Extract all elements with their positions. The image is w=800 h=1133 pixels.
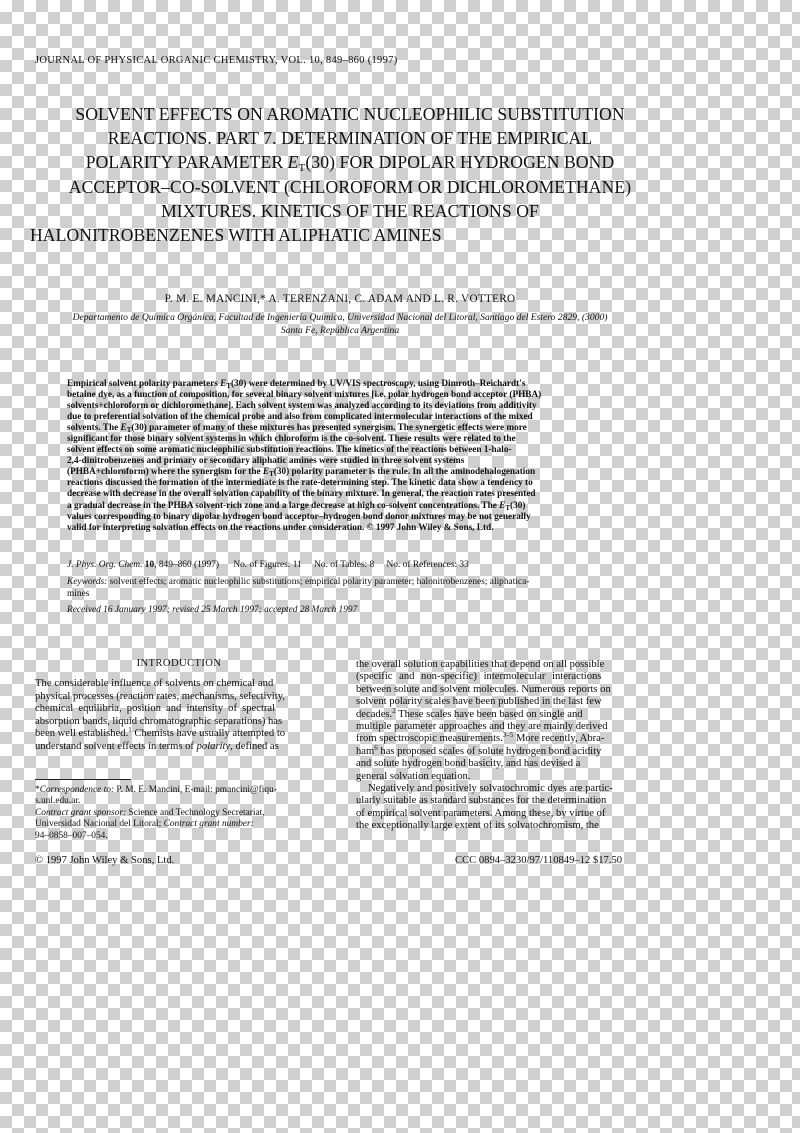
affiliation-line: Santa Fe, República Argentina [280,324,400,336]
text-line: The considerable influence of solvents on chemical and [35,678,274,689]
text-line [356,706,645,721]
text-line: (specific and non-specific) intermolecular interactions [356,671,602,683]
abstract-text: a gradual decrease in the PHBA solvent-rich zone and a large decrease at high co-solvent concentrations. The [67,500,500,511]
received-dates: Received 16 January 1997; revised 25 March 1997; accepted 28 March 1997 [67,605,358,615]
abstract-line: due to preferential solvation of the chemical probe and also from complicated intermolecular interactions of the mixed [67,412,533,423]
reference-marker: 1 [128,726,132,735]
reference-marker: 2 [392,706,396,715]
abstract-line: significant for those binary solvent systems in which chloroform is the co-solvent. These results were related to the [67,434,516,445]
footnote-label: Contract grant number: [163,819,254,830]
abstract-line: decrease with decrease in the overall solvation capability of the binary mixture. In general, the reaction rates presented [67,489,536,500]
abstract-line [67,501,615,512]
abstract-line [67,379,615,390]
affiliation [0,312,680,337]
abstract-text: Empirical solvent polarity parameters [67,379,221,389]
text-line [35,728,323,741]
affiliation-line: Departamento de Química Orgánica, Facultad de Ingeniería Química, Universidad Nacional del Litoral, Santiago del Estero 2829, (3000) [72,312,608,323]
text-span: , defined as [230,740,279,752]
abstract-symbol: E [120,423,127,434]
text-line: the exceptionally large extent of its solvatochromism, the [356,820,599,832]
reference-marker: 6 [374,743,378,752]
text-line [356,743,645,758]
keywords [67,577,615,589]
text-line: the overall solution capabilities that depend on all possible [356,659,605,670]
abstract-subscript: T [226,382,231,390]
journal-abbrev: J. Phys. Org. Chem. [67,560,143,570]
footnote-line [35,808,323,819]
footnote-line: 94–0858–007–054. [35,830,108,841]
text-line: Negatively and positively solvatochromic dyes are partic- [368,783,613,795]
title-line: REACTIONS. PART 7. DETERMINATION OF THE EMPIRICAL [107,128,593,149]
copyright-footer: © 1997 John Wiley & Sons, Ltd. [35,855,175,866]
text-line: absorption bands, liquid chromatographic separations) has [35,715,283,727]
abstract-line: 2,4-dinitrobenzenes and primary or secondary aliphatic amines were studied in three solvent systems [67,456,465,467]
reference-count: No. of References: 33 [386,560,469,570]
abstract-symbol: E [220,379,227,389]
emphasis: polarity [196,740,231,752]
abstract-text: (30) [510,500,526,511]
section-heading: INTRODUCTION [136,658,222,669]
text-line: solvent polarity scales have been published in the last few [356,696,602,708]
text-span: ham [356,745,375,757]
footnote-line: s.unl.edu.ar. [35,796,81,807]
title-text: POLARITY PARAMETER [85,152,288,173]
footnote-text: Science and Technology Secretariat, [126,807,265,818]
journal-header: JOURNAL OF PHYSICAL ORGANIC CHEMISTRY, VOL. 10, 849–860 (1997) [35,55,398,66]
volume: 10 [144,560,155,570]
pages: , 849–860 (1997) [154,560,219,570]
text-line: general solvation equation. [356,770,471,782]
text-span: has proposed scales of solute hydrogen bond acidity [377,745,602,757]
abstract-subscript: T [505,503,510,512]
abstract-line: betaine dye, as a function of composition, for several binary solvent mixtures [i.e. polar hydrogen bond acceptor (PHBA) [67,390,542,401]
title-line: ACCEPTOR–CO-SOLVENT (CHLOROFORM OR DICHLOROMETHANE) [68,176,632,197]
abstract-symbol: E [262,467,270,478]
abstract-subscript: T [269,470,274,479]
citation-line [67,560,615,572]
abstract-text: (30) parameter of many of these mixtures has presented synergism. The synergetic effects were more [131,423,527,434]
footnote-divider [35,779,131,780]
abstract-text: (30) were determined by UV/VIS spectroscopy, using Dimroth–Reichardt's [230,379,526,389]
text-line: ularly suitable as standard substances for the determination [356,795,607,807]
footnotes [35,785,323,842]
text-span: Chemists have usually attempted to [131,728,286,740]
abstract-text: (PHBA+chloroform) where the synergism for the [67,467,263,478]
abstract-text: solvents. The [67,423,121,434]
keywords-label: Keywords: [67,577,108,587]
figure-count: No. of Figures: 11 [233,560,302,570]
title-line [30,150,670,174]
reference-marker: 3–5 [502,731,514,740]
abstract-line: solvent effects on some aromatic nucleophilic substitution reactions. The kinetics of the reactions between 1-halo- [67,445,512,456]
text-line: multiple parameter approaches and they are mainly derived [356,721,608,733]
abstract-line [67,423,615,434]
footnote-line [35,785,323,796]
abstract-line [67,467,615,478]
abstract-line: solvents+chloroform or dichloromethane]. Each solvent system was analyzed according to its deviations from additivity [67,401,537,412]
left-column-text [35,678,323,754]
abstract-line: values corresponding to binary dipolar hydrogen bond acceptor–hydrogen bond donor mixtures may be not generally [67,511,531,522]
abstract-line: reactions discussed the formation of the intermediate is the rate-determining step. The kinetic data show a tendency to [67,478,533,489]
keywords-text: solvent effects; aromatic nucleophilic substitutions; empirical polarity parameter; halonitrobenzenes; aliphatica- [107,577,530,587]
title-subscript: T [298,162,306,175]
abstract-symbol: E [499,500,506,511]
text-line: physical processes (reaction rates, mechanisms, selectivity, [35,690,285,702]
paper-title [30,102,670,247]
text-line: between solute and solvent molecules. Numerous reports on [356,683,611,695]
text-line: chemical equilibria, position and intensity of spectral [35,703,276,715]
footnote-label: Contract grant sponsor: [35,807,127,818]
abstract-subscript: T [126,426,132,435]
abstract [67,379,615,534]
text-span: understand solvent effects in terms of [35,740,197,752]
ccc-code: CCC 0894–3230/97/110849–12 $17.50 [455,855,623,866]
author-list: P. M. E. MANCINI,* A. TERENZANI, C. ADAM AND L. R. VOTTERO [164,293,516,305]
table-count: No. of Tables: 8 [314,560,375,570]
abstract-text: (30) polarity parameter is the rule. In all the aminodehalogenation [273,467,536,478]
title-line: MIXTURES. KINETICS OF THE REACTIONS OF [161,200,539,221]
footnote-label: Correspondence to: [39,785,115,795]
text-span: from spectroscopic measurements. [356,733,503,745]
title-symbol: E [287,152,299,173]
text-line [35,741,323,754]
text-span: decades. [356,708,393,720]
title-line: HALONITROBENZENES WITH ALIPHATIC AMINES [30,225,442,246]
footnote-line [35,819,323,830]
footnote-star: * [35,785,40,795]
text-line [356,733,645,745]
text-span: More recently, Abra- [513,733,605,745]
text-line: of empirical solvent parameters. Among these, by virtue of [356,807,606,819]
right-column-text [356,659,645,833]
keywords-continued: mines [67,589,90,599]
text-line: and solute hydrogen bond basicity, and has devised a [356,758,581,770]
footnote-text: P. M. E. Mancini, E-mail: pmancini@fiqu- [114,785,277,795]
text-span: been well established. [35,728,129,740]
text-span: These scales have been based on single and [395,708,583,720]
footnote-text: Universidad Nacional del Litoral; [35,819,164,830]
title-text: (30) FOR DIPOLAR HYDROGEN BOND [305,152,615,173]
abstract-line: valid for interpreting solvation effects on the reactions under consideration. © 1997 John Wiley & Sons, Ltd. [67,522,494,533]
title-line: SOLVENT EFFECTS ON AROMATIC NUCLEOPHILIC SUBSTITUTION [75,104,625,124]
